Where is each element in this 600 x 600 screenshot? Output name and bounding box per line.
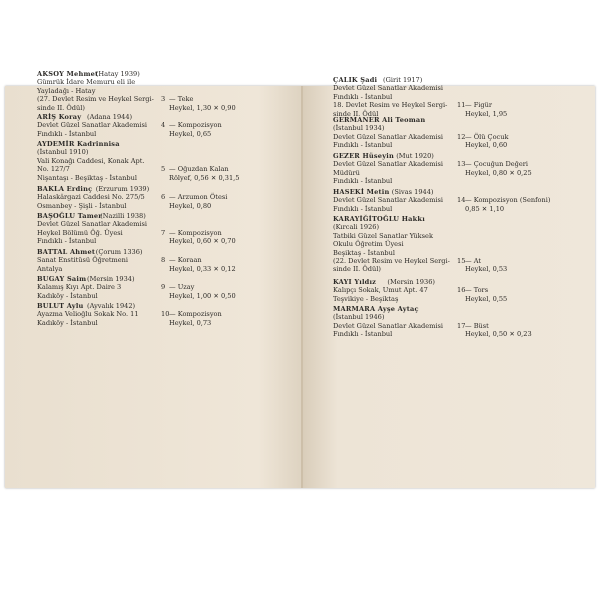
entry-text: (Kırcali 1926) xyxy=(333,223,380,232)
entry-heading xyxy=(333,278,578,286)
work-detail: — Tors xyxy=(465,286,489,295)
entry-line xyxy=(333,295,578,303)
work-number: 4 xyxy=(161,121,166,130)
entry-line xyxy=(37,95,277,103)
artist-origin: (Nazilli 1938) xyxy=(100,212,146,220)
work-detail: Heykel, 0,33 ✕ 0,12 xyxy=(169,264,236,273)
work-detail: — Figür xyxy=(465,101,492,110)
entry-text: sinde II. Ödül xyxy=(333,109,379,118)
entry-heading xyxy=(333,76,578,84)
entry-text: Teşvikiye - Beşiktaş xyxy=(333,294,399,303)
entry-line xyxy=(333,124,578,132)
right-page xyxy=(303,76,595,488)
artist-name: BATTAL Ahmet xyxy=(37,248,96,256)
entry-text: Fındıklı - İstanbul xyxy=(333,141,393,150)
entry-text: Devlet Güzel Sanatlar Akademisi xyxy=(37,220,147,229)
artist-name: ARİŞ Koray xyxy=(37,113,82,121)
work-detail: Rölyef, 0,56 ✕ 0,31,5 xyxy=(169,173,240,182)
artist-origin: (Girit 1917) xyxy=(383,76,423,84)
work-detail: Heykel, 0,80 ✕ 0,25 xyxy=(465,168,532,177)
work-detail: — Kompozisyon xyxy=(169,121,222,130)
entry-line xyxy=(37,148,277,156)
entry-heading xyxy=(37,275,277,283)
catalogue-entry xyxy=(37,185,277,210)
entry-text: Devlet Güzel Sanatlar Akademisi xyxy=(333,321,443,330)
work-detail: — Koraan xyxy=(169,256,202,265)
entry-heading xyxy=(333,215,578,223)
artist-name: BULUT Aylu xyxy=(37,302,84,310)
work-detail: — Çocuğun Değeri xyxy=(465,160,529,169)
entry-heading xyxy=(333,188,578,196)
entry-text: Fındıklı - İstanbul xyxy=(333,92,393,101)
work-number: 7 xyxy=(161,228,166,237)
artist-name: GEZER Hüseyin xyxy=(333,152,394,160)
entry-text: sinde II. Ödül) xyxy=(37,103,85,112)
work-detail: — Oğuzdan Kalan xyxy=(169,165,229,174)
work-detail: Heykel, 0,55 xyxy=(465,294,508,303)
entry-line xyxy=(37,121,277,129)
artist-name: KARAYİĞİTOĞLU Hakkı xyxy=(333,215,425,223)
entry-line xyxy=(37,265,277,273)
work-number: 11 xyxy=(457,101,466,110)
catalogue-entry xyxy=(37,212,277,246)
work-detail: Heykel, 0,53 xyxy=(465,265,508,274)
entry-line xyxy=(333,223,578,231)
work-detail: — Büst xyxy=(465,321,489,330)
artist-origin: (Erzurum 1939) xyxy=(95,185,150,193)
booklet-spread xyxy=(5,70,595,488)
entry-line xyxy=(37,229,277,237)
entry-text: (İstanbul 1934) xyxy=(333,124,385,133)
work-number: 13 xyxy=(457,160,466,169)
work-detail: Heykel, 0,65 xyxy=(169,129,212,138)
catalogue-entry xyxy=(333,188,578,213)
entry-text: Okulu Öğretim Üyesi xyxy=(333,240,404,249)
entry-line xyxy=(37,174,277,182)
entry-heading xyxy=(37,212,277,220)
entry-text: Devlet Güzel Sanatlar Akademisi xyxy=(333,160,443,169)
entry-heading xyxy=(37,302,277,310)
artist-name: AKSOY Mehmet xyxy=(37,70,99,78)
entry-line xyxy=(333,93,578,101)
entry-line xyxy=(333,160,578,168)
work-number: 10 xyxy=(161,310,170,319)
work-number: 6 xyxy=(161,193,166,202)
work-detail: Heykel, 0,60 xyxy=(465,141,508,150)
catalogue-entry xyxy=(333,76,578,118)
entry-heading xyxy=(37,185,277,193)
artist-name: AYDEMİR Kadrinnisa xyxy=(37,140,120,148)
work-number: 17 xyxy=(457,321,466,330)
work-number: 12 xyxy=(457,132,466,141)
work-detail: — Uzay xyxy=(169,283,195,292)
work-detail: — Arzumon Ötesi xyxy=(169,193,228,202)
entry-text: Nişantaşı - Beşiktaş - İstanbul xyxy=(37,173,137,182)
entry-text: Devlet Güzel Sanatlar Akademisi xyxy=(333,84,443,93)
work-detail: 0,85 ✕ 1,10 xyxy=(465,204,505,213)
entry-text: Müdürü xyxy=(333,168,360,177)
artist-name: ÇALIK Şadi xyxy=(333,76,378,84)
catalogue-entry xyxy=(37,113,277,138)
artist-name: GERMANER Ali Teoman xyxy=(333,116,426,124)
entry-line xyxy=(37,193,277,201)
entry-line xyxy=(333,196,578,204)
entry-line xyxy=(37,104,277,112)
entry-line xyxy=(37,157,277,165)
entry-line xyxy=(333,240,578,248)
work-number: 8 xyxy=(161,256,166,265)
work-number: 15 xyxy=(457,256,466,265)
entry-text: Yayladağı - Hatay xyxy=(37,86,96,95)
work-detail: — At xyxy=(465,256,481,265)
work-number: 3 xyxy=(161,95,166,104)
entry-text: Devlet Güzel Sanatlar Akademisi xyxy=(333,196,443,205)
artist-origin: (Ayvalık 1942) xyxy=(87,302,136,310)
entry-text: (27. Devlet Resim ve Heykel Sergi- xyxy=(37,95,154,104)
artist-name: BUGAY Saim xyxy=(37,275,87,283)
entry-line xyxy=(333,313,578,321)
entry-text: Tatbiki Güzel Sanatlar Yüksek xyxy=(333,231,433,240)
work-detail: Heykel, 0,60 ✕ 0,70 xyxy=(169,237,236,246)
work-number: 14 xyxy=(457,196,466,205)
entry-line xyxy=(333,232,578,240)
entry-line xyxy=(333,169,578,177)
work-number: 5 xyxy=(161,165,166,174)
entry-line xyxy=(37,220,277,228)
entry-text: Devlet Güzel Sanatlar Akademisi xyxy=(333,132,443,141)
entry-line xyxy=(37,292,277,300)
entry-line xyxy=(37,78,277,86)
entry-line xyxy=(37,237,277,245)
artist-name: BAKLA Erdinç xyxy=(37,185,93,193)
catalogue-entry xyxy=(333,152,578,186)
entry-text: Devlet Güzel Sanatlar Akademisi xyxy=(37,121,147,130)
entry-text: Beşiktaş - İstanbul xyxy=(333,248,396,257)
artist-name: KAYI Yıldız xyxy=(333,278,377,286)
catalogue-entry xyxy=(37,302,277,327)
catalogue-entry xyxy=(37,275,277,300)
entry-line xyxy=(333,141,578,149)
entry-text: Vali Konağı Caddesi, Konak Apt. xyxy=(37,156,145,165)
entry-line xyxy=(37,165,277,173)
artist-name: MARMARA Ayşe Aytaç xyxy=(333,305,419,313)
work-detail: — Ölü Çocuk xyxy=(465,132,509,141)
artist-name: HASEKİ Metin xyxy=(333,188,390,196)
entry-text: (22. Devlet Resim ve Heykel Sergi- xyxy=(333,256,450,265)
entry-text: Fındıklı - İstanbul xyxy=(37,237,97,246)
entry-text: sinde II. Ödül) xyxy=(333,265,381,274)
entry-line xyxy=(333,265,578,273)
entry-line xyxy=(333,177,578,185)
entry-heading xyxy=(333,152,578,160)
entry-line xyxy=(333,322,578,330)
entry-text: Fındıklı - İstanbul xyxy=(333,177,393,186)
artist-origin: (Mut 1920) xyxy=(396,152,434,160)
entry-line xyxy=(333,84,578,92)
artist-name: BAŞOĞLU Tamer xyxy=(37,212,102,220)
entry-line xyxy=(37,283,277,291)
entry-text: (İstanbul 1946) xyxy=(333,313,385,322)
artist-origin: (Mersin 1934) xyxy=(87,275,135,283)
entry-line xyxy=(333,101,578,109)
catalogue-entry xyxy=(37,248,277,273)
catalogue-entry xyxy=(37,70,277,112)
entry-text: Gümrük İdare Memuru eli ile xyxy=(37,78,136,87)
artist-origin: (Sivas 1944) xyxy=(391,188,434,196)
work-detail: Heykel, 1,00 ✕ 0,50 xyxy=(169,291,236,300)
entry-text: Kadıköy - İstanbul xyxy=(37,291,98,300)
catalogue-entry xyxy=(333,305,578,339)
entry-text: Kalıpçı Sokak, Umut Apt. 47 xyxy=(333,286,428,295)
artist-origin: (Adana 1944) xyxy=(87,113,133,121)
artist-origin: (Hatay 1939) xyxy=(95,70,140,78)
work-detail: Heykel, 0,80 xyxy=(169,201,212,210)
entry-line xyxy=(37,130,277,138)
entry-heading xyxy=(37,113,277,121)
entry-line xyxy=(333,249,578,257)
entry-line xyxy=(37,202,277,210)
work-detail: Heykel, 1,30 ✕ 0,90 xyxy=(169,103,236,112)
entry-line xyxy=(333,330,578,338)
entry-text: Osmanbey - Şişli - İstanbul xyxy=(37,201,127,210)
catalogue-entry xyxy=(333,116,578,150)
entry-text: Fındıklı - İstanbul xyxy=(333,204,393,213)
entry-text: Fındıklı - İstanbul xyxy=(333,330,393,339)
entry-text: (İstanbul 1910) xyxy=(37,148,89,157)
entry-line xyxy=(333,286,578,294)
entry-text: Heykel Bölümü Öğ. Üyesi xyxy=(37,228,123,237)
entry-text: Antalya xyxy=(37,264,63,273)
catalogue-entry xyxy=(37,140,277,182)
work-detail: Heykel, 0,50 ✕ 0,23 xyxy=(465,330,532,339)
entry-line xyxy=(37,87,277,95)
entry-line xyxy=(333,133,578,141)
entry-line xyxy=(37,319,277,327)
catalogue-entry xyxy=(333,215,578,274)
artist-origin: (Çorum 1336) xyxy=(95,248,143,256)
entry-text: Ayazma Velioğlu Sokak No. 11 xyxy=(37,310,139,319)
entry-text: 18. Devlet Resim ve Heykel Sergi- xyxy=(333,101,448,110)
work-detail: — Kompozisyon (Senfoni) xyxy=(465,196,551,205)
work-detail: — Kompozisyon xyxy=(169,228,222,237)
work-detail: Heykel, 0,73 xyxy=(169,318,212,327)
entry-line xyxy=(333,205,578,213)
catalogue-entry xyxy=(333,278,578,303)
entry-text: Kadıköy - İstanbul xyxy=(37,318,98,327)
entry-text: No. 127/7 xyxy=(37,165,70,174)
entry-line xyxy=(37,256,277,264)
work-detail: Heykel, 1,95 xyxy=(465,109,508,118)
artist-origin: (Mersin 1936) xyxy=(387,278,435,286)
work-number: 9 xyxy=(161,283,166,292)
work-detail: — Teke xyxy=(169,95,194,104)
entry-text: Fındıklı - İstanbul xyxy=(37,129,97,138)
entry-text: Halaskârgazi Caddesi No. 275/5 xyxy=(37,193,145,202)
work-detail: — Kompozisyon xyxy=(169,310,222,319)
entry-text: Sanat Enstitüsü Öğretmeni xyxy=(37,256,129,265)
entry-text: Kalamış Kıyı Apt. Daire 3 xyxy=(37,283,122,292)
work-number: 16 xyxy=(457,286,466,295)
left-page xyxy=(5,70,303,488)
entry-line xyxy=(37,310,277,318)
